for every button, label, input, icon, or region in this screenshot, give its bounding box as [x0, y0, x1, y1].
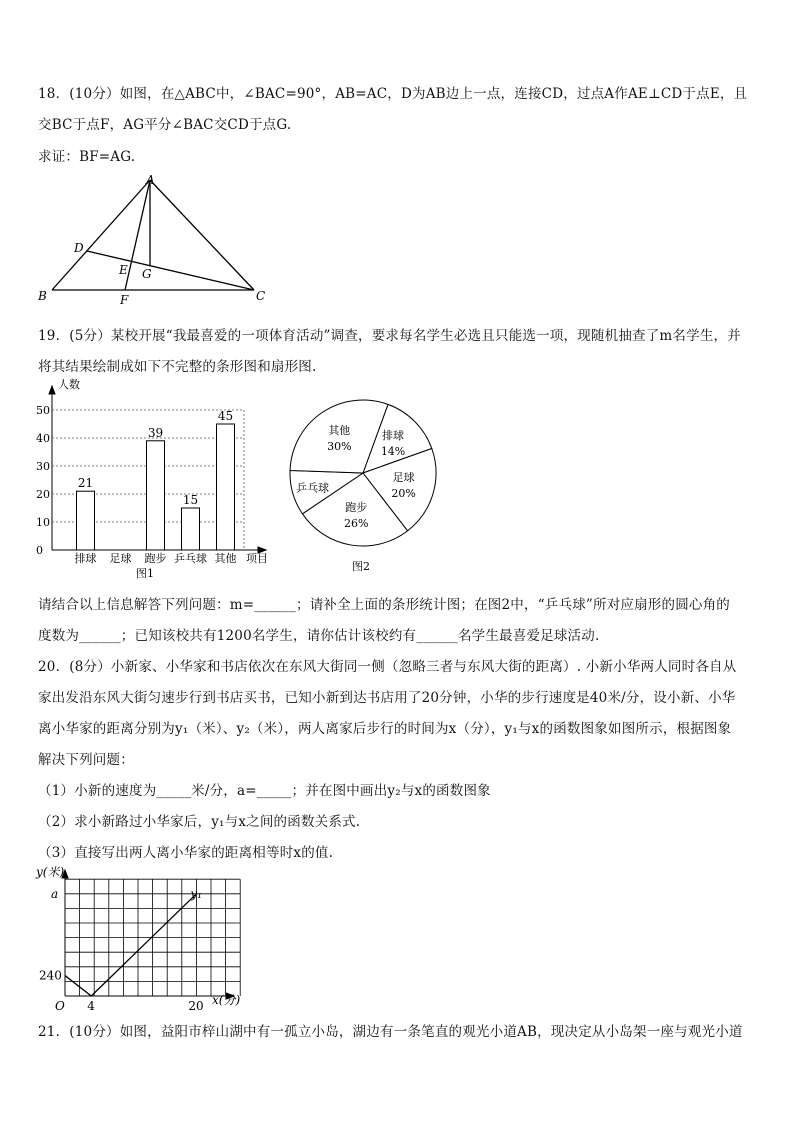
label-d: D — [74, 241, 84, 255]
bar-ytick-label: 30 — [36, 460, 50, 473]
pie-slice-label: 排球 — [382, 429, 405, 443]
q18-line-2: 交BC于点F，AG平分∠BAC交CD于点G. — [38, 117, 292, 133]
x-tick-label: 4 — [87, 999, 95, 1010]
q20-line-2: 家出发沿东风大街匀速步行到书店买书，已知小新到达书店用了20分钟，小华的步行速度是40米/分，设小新、小华 — [38, 690, 736, 706]
pie-slice-label: 足球 — [392, 470, 415, 484]
pie-slice-label: 乒乓球 — [295, 481, 329, 495]
q20-line-1: 20．(8分）小新家、小华家和书店依次在东风大街同一侧（忽略三者与东风大街的距离）. 小新小华两人同时各自从 — [38, 659, 737, 675]
segment-cd — [87, 251, 254, 290]
y1-series-label: y₁ — [190, 886, 202, 901]
bar-value-label: 39 — [147, 425, 164, 440]
bar-ytick-label: 20 — [36, 488, 50, 501]
bar-category-label: 排球 — [74, 552, 97, 565]
bar-ytick-label: 40 — [36, 432, 50, 445]
bar-value-label: 21 — [77, 476, 94, 491]
pie-slice-label: 跑步 — [345, 500, 368, 514]
line-ylabel: y(米) — [36, 865, 65, 879]
q19-line-1: 19．(5分）某校开展“我最喜爱的一项体育活动”调查，要求每名学生必选且只能选一项，现随机抽查了m名学生，并 — [38, 328, 741, 344]
label-b: B — [38, 289, 47, 303]
bar-chart-title: 图1 — [136, 567, 154, 580]
bar-category-label: 乒乓球 — [174, 552, 207, 565]
bar-category-label: 足球 — [109, 552, 132, 565]
origin-label: O — [55, 999, 65, 1010]
q20-sub-1: （1）小新的速度为_____米/分，a=_____；并在图中画出y₂与x的函数图象 — [38, 783, 491, 799]
line-graph — [30, 862, 260, 1010]
bar-value-label: 45 — [217, 409, 234, 423]
pie-slice-percent: 30% — [327, 439, 352, 453]
label-c: C — [256, 289, 266, 303]
q20-sub-3: （3）直接写出两人离小华家的距离相等时x的值. — [38, 845, 334, 861]
pie-slice-percent: 14% — [380, 445, 406, 459]
q20-sub-2: （2）求小新路过小华家后，y₁与x之间的函数关系式. — [38, 814, 361, 830]
bar — [77, 491, 95, 550]
y-tick-label: 240 — [39, 968, 62, 983]
pie-chart — [288, 398, 448, 583]
bar-ytick-label: 10 — [36, 516, 50, 529]
label-a: A — [146, 173, 155, 187]
bar-ylabel: 人数 — [58, 378, 80, 391]
label-g: G — [142, 267, 152, 281]
bar — [182, 508, 200, 550]
q19-line-3: 请结合以上信息解答下列问题：m=______；请补全上面的条形统计图；在图2中，“乒乓球”所对应扇形的圆心角的 — [38, 597, 731, 613]
q20-line-4: 解决下列问题： — [38, 752, 134, 768]
pie-slice-percent: 26% — [344, 516, 369, 530]
pie-slice-percent: 20% — [391, 486, 416, 500]
bar-ytick-label: 50 — [36, 404, 50, 417]
q19-line-4: 度数为______；已知该校共有1200名学生，请你估计该校约有______名学生最喜爱足球活动. — [38, 628, 600, 644]
triangle-figure — [30, 170, 280, 310]
bar-ytick-label: 0 — [36, 544, 43, 557]
line-xlabel: x(分) — [212, 993, 241, 1007]
pie-chart-title: 图2 — [352, 560, 370, 573]
label-e: E — [119, 263, 128, 277]
q19-line-2: 将其结果绘制成如下不完整的条形图和扇形图. — [38, 359, 317, 375]
q20-line-3: 离小华家的距离分别为y₁（米）、y₂（米），两人离家后步行的时间为x（分），y₁与x的函数图象如图所示，根据图象 — [38, 721, 732, 737]
bar-category-label: 其他 — [214, 552, 237, 565]
bar-value-label: 15 — [182, 493, 199, 507]
x-tick-label: 20 — [188, 999, 204, 1010]
q18-line-3: 求证：BF=AG. — [38, 149, 136, 165]
y1-line — [65, 894, 196, 996]
q18-line-1: 18．(10分）如图，在△ABC中，∠BAC=90°，AB=AC，D为AB边上一点，连接CD，过点A作AE⊥CD于点E，且 — [38, 86, 748, 102]
segment-ab — [52, 180, 150, 290]
bar-xlabel: 项目 — [246, 552, 268, 565]
y-tick-label: a — [51, 886, 59, 901]
label-f: F — [120, 293, 129, 307]
bar — [147, 441, 165, 550]
bar-category-label: 跑步 — [144, 552, 167, 565]
bar-chart — [28, 376, 278, 586]
segment-ac — [150, 180, 254, 290]
q21-line-1: 21．(10分）如图，益阳市梓山湖中有一孤立小岛，湖边有一条笔直的观光小道AB，现决定从小岛架一座与观光小道 — [38, 1024, 743, 1040]
bar-y-arrow — [49, 386, 55, 394]
bar — [217, 424, 235, 550]
pie-slice-label: 其他 — [328, 423, 351, 437]
